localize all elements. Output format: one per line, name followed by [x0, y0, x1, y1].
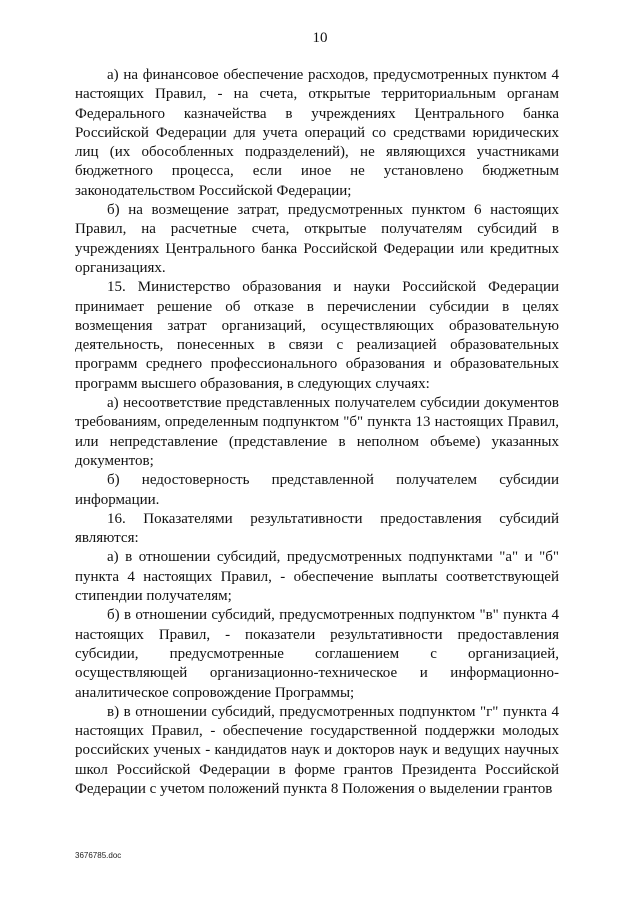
paragraph-15b: б) недостоверность представленной получателем субсидии информации.: [75, 472, 559, 508]
paragraph-16a: а) в отношении субсидий, предусмотренных подпунктами "а" и "б" пункта 4 настоящих Правил, - обеспечение выплаты соответствующей стипендии получателям;: [75, 549, 559, 605]
paragraph-14a: а) на финансовое обеспечение расходов, предусмотренных пунктом 4 настоящих Правил, - на счета, открытые территориальным органам Федерального казначейства в учреждениях Центрального банка Российской Федерации для учета операций со средствами юридических лиц (их обособленных подразделений), не являющихся участниками бюджетного процесса, если иное не установлено бюджетным законодательством Российской Федерации;: [75, 67, 559, 199]
document-body: [75, 66, 559, 799]
paragraph-16: 16. Показателями результативности предоставления субсидий являются:: [75, 510, 559, 547]
paragraph-15a: а) несоответствие представленных получателем субсидии документов требованиям, определенным подпунктом "б" пункта 13 настоящих Правил, или непредставление (представление в неполном объеме) указанных документов;: [75, 395, 559, 469]
page-number: 10: [312, 30, 328, 46]
paragraph-14b: б) на возмещение затрат, предусмотренных пунктом 6 настоящих Правил, на расчетные счета, открытые получателям субсидий в учреждениях Центрального банка Российской Федерации или кредитных организациях.: [75, 202, 559, 276]
paragraph-16b: б) в отношении субсидий, предусмотренных подпунктом "в" пункта 4 настоящих Правил, - показатели результативности предоставления субсидии, предусмотренные соглашением с организацией, осуществляющей организационно-техническое и информационно-аналитическое сопровождение Программы;: [75, 607, 559, 701]
paragraph-16c: в) в отношении субсидий, предусмотренных подпунктом "г" пункта 4 настоящих Правил, - обеспечение государственной поддержки молодых российских ученых - кандидатов наук и докторов наук и ведущих научных школ Российской Федерации в форме грантов Президента Российской Федерации с учетом положений пункта 8 Положения о выделении грантов: [75, 703, 559, 797]
paragraph-15: 15. Министерство образования и науки Российской Федерации принимает решение об отказе в перечислении субсидии в целях возмещения затрат организаций, осуществляющих образовательную деятельность, понесенных в связи с реализацией образовательных программ среднего профессионального образования и образовательных программ высшего образования, в следующих случаях:: [75, 279, 559, 392]
footer-file-name: 3676785.doc: [75, 851, 122, 860]
